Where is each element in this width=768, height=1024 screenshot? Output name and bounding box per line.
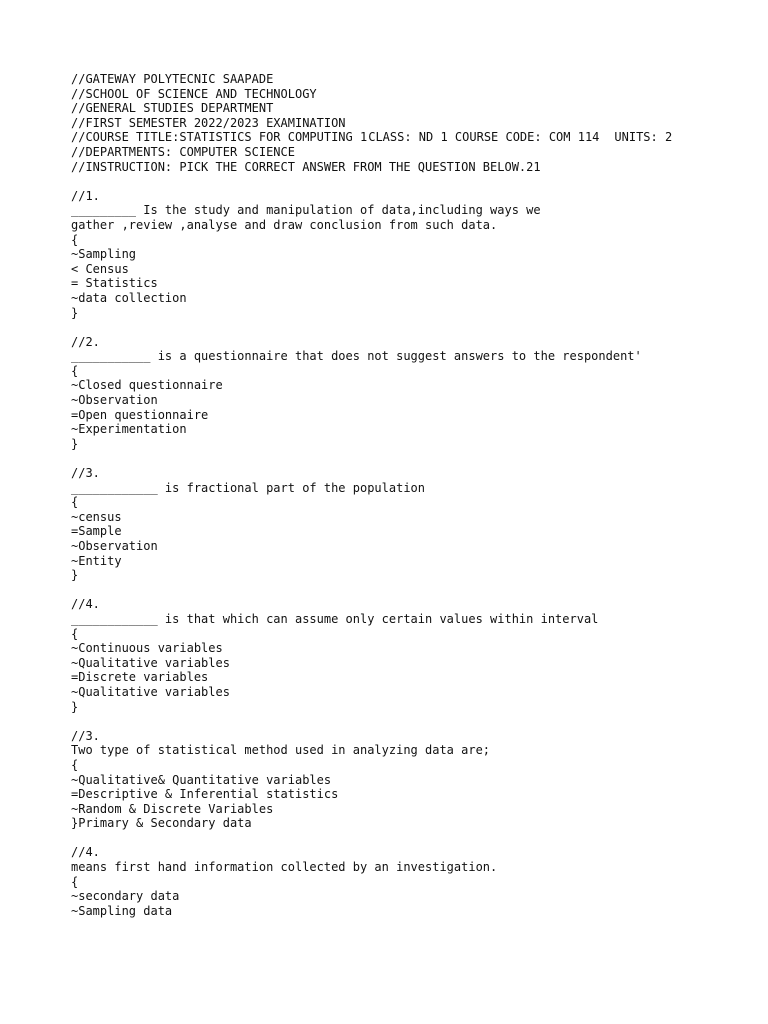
answer-option: ~Sampling xyxy=(71,247,137,262)
answer-option: ~data collection xyxy=(71,290,187,305)
answer-option: =Open questionnaire xyxy=(71,407,209,422)
question-block xyxy=(71,174,768,320)
departments-line: //DEPARTMENTS: COMPUTER SCIENCE xyxy=(71,144,295,159)
question-block xyxy=(71,714,768,831)
option-close-brace: } xyxy=(71,305,79,320)
answer-option: ~census xyxy=(71,509,122,524)
question-number: //4. xyxy=(71,845,100,860)
question-block xyxy=(71,451,768,582)
question-list xyxy=(71,174,768,918)
question-number: //1. xyxy=(71,188,100,203)
answer-option: ~Closed questionnaire xyxy=(71,378,223,393)
option-open-brace: { xyxy=(71,495,79,510)
option-open-brace: { xyxy=(71,874,79,889)
question-text: ____________ is that which can assume only certain values within interval xyxy=(71,611,599,626)
department-name: //GENERAL STUDIES DEPARTMENT xyxy=(71,101,274,116)
question-text: ____________ is fractional part of the population xyxy=(71,480,426,495)
question-text: means first hand information collected by an investigation. xyxy=(71,860,498,875)
answer-option: < Census xyxy=(71,261,129,276)
exam-semester: //FIRST SEMESTER 2022/2023 EXAMINATION xyxy=(71,115,346,130)
option-open-brace: { xyxy=(71,626,79,641)
course-title: //COURSE TITLE:STATISTICS FOR COMPUTING 1 xyxy=(71,130,368,145)
answer-option: ~Experimentation xyxy=(71,422,187,437)
school-name: //GATEWAY POLYTECNIC SAAPADE xyxy=(71,72,274,86)
question-number: //4. xyxy=(71,597,100,612)
answer-option: ~Qualitative& Quantitative variables xyxy=(71,772,332,787)
course-units: UNITS: 2 xyxy=(614,130,673,145)
option-close-brace: } xyxy=(71,699,79,714)
question-block xyxy=(71,320,768,451)
question-block xyxy=(71,583,768,714)
answer-option: =Discrete variables xyxy=(71,670,209,685)
answer-option: ~Qualitative variables xyxy=(71,655,230,670)
instruction-line: //INSTRUCTION: PICK THE CORRECT ANSWER FROM THE QUESTION BELOW.21 xyxy=(71,159,541,174)
option-open-brace: { xyxy=(71,232,79,247)
question-number: //3. xyxy=(71,728,100,743)
answer-option: ~Continuous variables xyxy=(71,641,223,656)
exam-header xyxy=(71,72,768,174)
answer-option: =Sample xyxy=(71,524,122,539)
answer-option: ~secondary data xyxy=(71,889,180,904)
option-close-brace: } xyxy=(71,436,79,451)
option-open-brace: { xyxy=(71,363,79,378)
answer-option: =Descriptive & Inferential statistics xyxy=(71,787,339,802)
answer-option: ~Random & Discrete Variables xyxy=(71,801,274,816)
answer-option: ~Entity xyxy=(71,553,122,568)
question-text: gather ,review ,analyse and draw conclusion from such data. xyxy=(71,217,498,232)
question-block xyxy=(71,831,768,919)
course-info xyxy=(71,130,711,145)
option-close-brace: } xyxy=(71,568,79,583)
answer-option: ~Observation xyxy=(71,393,158,408)
option-close-brace: }Primary & Secondary data xyxy=(71,816,252,831)
answer-option: ~Sampling data xyxy=(71,903,173,918)
question-number: //3. xyxy=(71,466,100,481)
option-open-brace: { xyxy=(71,757,79,772)
answer-option: = Statistics xyxy=(71,276,158,291)
question-text: _________ Is the study and manipulation of data,including ways we xyxy=(71,203,541,218)
course-class-code: CLASS: ND 1 COURSE CODE: COM 114 xyxy=(368,130,600,145)
question-number: //2. xyxy=(71,334,100,349)
answer-option: ~Observation xyxy=(71,539,158,553)
question-text: ___________ is a questionnaire that does not suggest answers to the respondent' xyxy=(71,349,642,364)
question-text: Two type of statistical method used in analyzing data are; xyxy=(71,743,491,758)
faculty-name: //SCHOOL OF SCIENCE AND TECHNOLOGY xyxy=(71,86,317,101)
answer-option: ~Qualitative variables xyxy=(71,684,230,699)
